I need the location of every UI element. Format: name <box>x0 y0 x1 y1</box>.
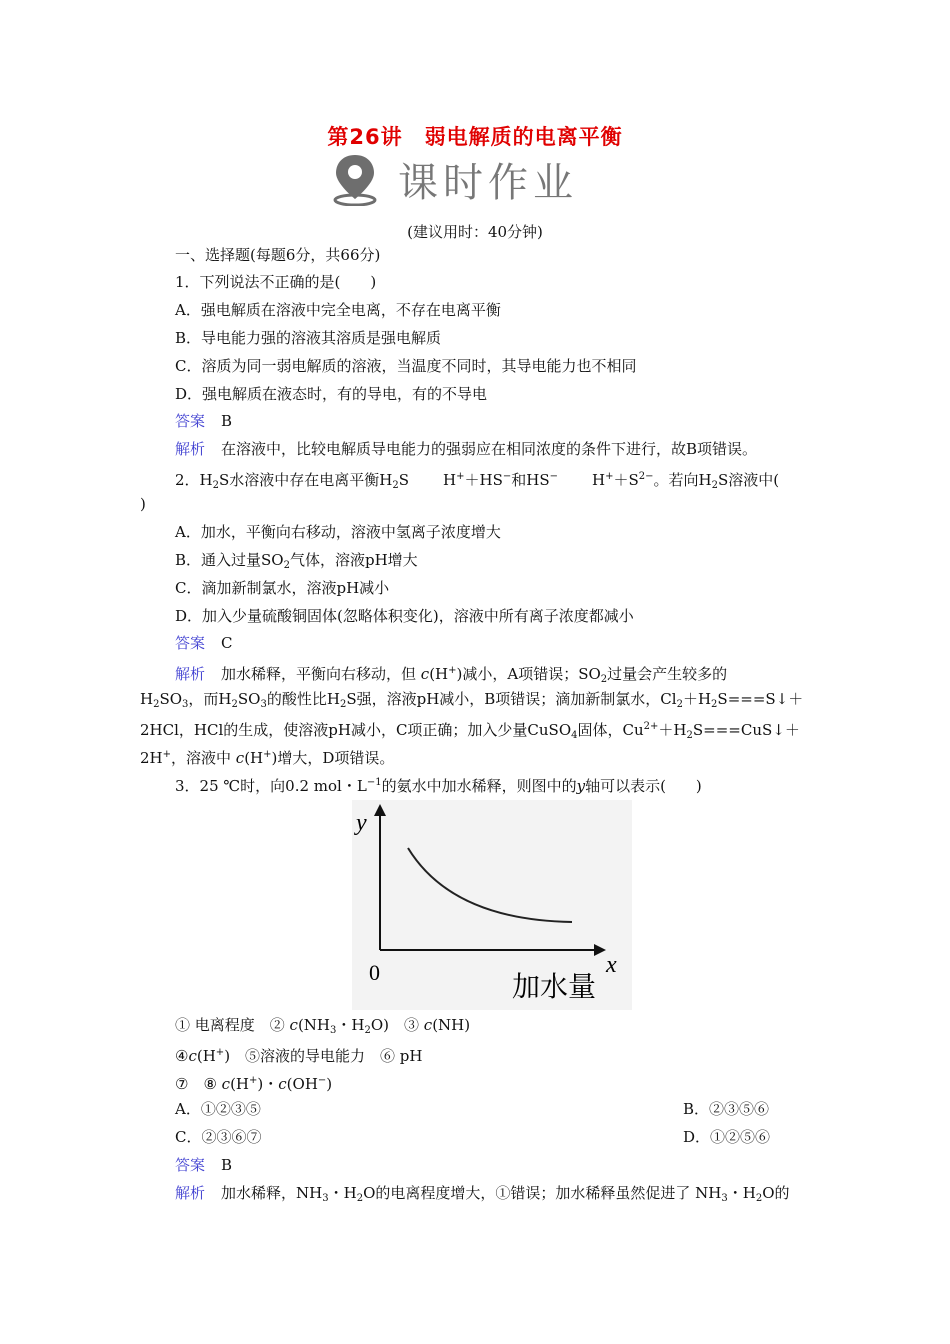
q2-analysis-line3: 2HCl，HCl的生成，使溶液pH减小，C项正确；加入少量CuSO$_4$固体，$Cu^{2+}+H_2S===CuS↓+$ <box>140 721 800 741</box>
q1-stem: 1．下列说法不正确的是( ) <box>175 273 377 291</box>
q3-option-b: B．②③⑤⑥ <box>683 1100 770 1118</box>
q2-option-b: B．通入过量$SO_2$气体，溶液pH增大 <box>175 551 418 571</box>
q2-stem: 2．$H_2S$水溶液中存在电离平衡$H_2S$ H+＋HS−和HS− $H^++S^{2-}$。若向$H_2S$溶液中( <box>175 471 780 491</box>
q3-choices-line2: ④c(H+) ⑤溶液的导电能力 ⑥ pH <box>175 1047 423 1065</box>
q3-choices-line1: ① 电离程度 ② $c(NH_3$・$H_2O$) ③ c(NH) <box>175 1016 471 1036</box>
q3-option-d: D．①②⑤⑥ <box>683 1128 771 1146</box>
section-heading: 一、选择题(每题6分，共66分) <box>175 246 381 264</box>
x-caption: 加水量 <box>512 970 597 1003</box>
q3-answer <box>175 1155 855 1175</box>
analysis-label: 解析 <box>175 1184 206 1202</box>
q3-option-c: C．②③⑥⑦ <box>175 1128 262 1146</box>
q2-stem-end: ) <box>140 495 146 513</box>
location-pin-icon <box>330 152 380 206</box>
answer-value: C <box>221 634 233 652</box>
answer-label: 答案 <box>175 1156 206 1174</box>
q1-option-a: A．强电解质在溶液中完全电离，不存在电离平衡 <box>175 301 501 319</box>
q2-analysis-line1: 解析 加水稀释，平衡向右移动，但 c(H+)减小，A项错误；$SO_2$过量会产生较多的 <box>175 665 728 685</box>
q2-option-d: D．加入少量硫酸铜固体(忽略体积变化)，溶液中所有离子浓度都减小 <box>175 607 634 625</box>
q3-analysis-line1: 解析 加水稀释，$NH_3$・$H_2O$的电离程度增大，①错误；加水稀释虽然促进了 $NH_3$・$H_2O$的 <box>175 1184 790 1204</box>
q3-options-ab: A．①②③⑤ B．②③⑤⑥ <box>175 1100 770 1118</box>
answer-value: B <box>221 412 233 430</box>
q2-option-a: A．加水，平衡向右移动，溶液中氢离子浓度增大 <box>175 523 501 541</box>
lesson-title: 第26讲 弱电解质的电离平衡 <box>327 125 623 149</box>
q3-stem: 3．25 ℃时，向0.2 mol・$L^{-1}$的氨水中加水稀释，则图中的y轴可以表示( ) <box>175 777 702 795</box>
q1-option-b: B．导电能力强的溶液其溶质是强电解质 <box>175 329 442 347</box>
q1-answer <box>175 411 855 431</box>
homework-banner <box>330 152 620 206</box>
answer-label: 答案 <box>175 634 206 652</box>
y-axis-label: y <box>356 810 367 836</box>
q3-options-cd <box>175 1127 855 1147</box>
q1-option-d: D．强电解质在液态时，有的导电，有的不导电 <box>175 385 488 403</box>
analysis-label: 解析 <box>175 440 206 458</box>
x-axis-label: x <box>606 952 617 978</box>
origin-label: 0 <box>369 960 380 985</box>
banner-text: 课时作业 <box>398 159 578 206</box>
q1-analysis <box>175 439 855 459</box>
q2-answer <box>175 633 855 653</box>
q2-analysis-line4: 2H+，溶液中 c(H+)增大，D项错误。 <box>140 749 395 767</box>
q2-analysis-line2: $H_2SO_3$，而$H_2SO_3$的酸性比$H_2S$强，溶液pH减小，B项错误；滴加新制氯水，$Cl_2+H_2S===S↓+$ <box>140 690 804 710</box>
q3-graph <box>352 800 632 1010</box>
analysis-text: 在溶液中，比较电解质导电能力的强弱应在相同浓度的条件下进行，故B项错误。 <box>221 440 758 458</box>
answer-label: 答案 <box>175 412 206 430</box>
q2-option-c: C．滴加新制氯水，溶液pH减小 <box>175 579 390 597</box>
q1-option-c: C．溶质为同一弱电解质的溶液，当温度不同时，其导电能力也不相同 <box>175 357 637 375</box>
q3-choices-line3: ⑦ ⑧ c(H+)・c(OH−) <box>175 1075 333 1093</box>
time-note: (建议用时：40分钟) <box>407 223 543 241</box>
answer-value: B <box>221 1156 233 1174</box>
analysis-label: 解析 <box>175 665 206 683</box>
